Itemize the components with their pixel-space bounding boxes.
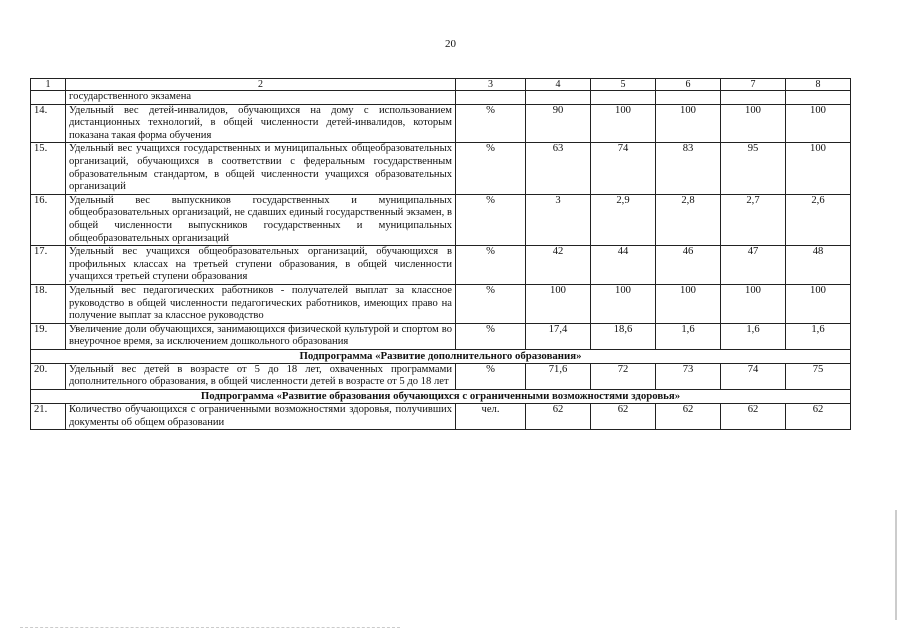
value-cell: 95 xyxy=(721,143,786,194)
value-cell: 74 xyxy=(721,363,786,389)
row-number: 19. xyxy=(31,323,66,349)
header-cell: 4 xyxy=(526,79,591,91)
indicator-description: Увеличение доли обучающихся, занимающихся физической культурой и спортом во внеурочное время, за исключением дошкольного образования xyxy=(66,323,456,349)
row-number: 14. xyxy=(31,104,66,143)
continuation-text: государственного экзамена xyxy=(66,91,456,105)
indicator-description: Количество обучающихся с ограниченными возможностями здоровья, получивших документы об общем образовании xyxy=(66,404,456,430)
value-cell: 2,8 xyxy=(656,194,721,245)
table-row xyxy=(31,194,851,245)
row-number: 20. xyxy=(31,363,66,389)
row-number: 15. xyxy=(31,143,66,194)
unit-cell: % xyxy=(456,323,526,349)
value-cell: 46 xyxy=(656,246,721,285)
indicator-description: Удельный вес педагогических работников - получателей выплат за классное руководство в общей численности педагогических работников, имеющих право на получение выплат за классное руководство xyxy=(66,284,456,323)
value-cell: 73 xyxy=(656,363,721,389)
value-cell: 83 xyxy=(656,143,721,194)
value-cell: 62 xyxy=(656,404,721,430)
value-cell: 18,6 xyxy=(591,323,656,349)
unit-cell: чел. xyxy=(456,404,526,430)
indicator-description: Удельный вес детей в возрасте от 5 до 18 лет, охваченных программами дополнительного образования, в общей численности детей в возрасте от 5 до 18 лет xyxy=(66,363,456,389)
value-cell: 48 xyxy=(786,246,851,285)
value-cell: 100 xyxy=(786,284,851,323)
scan-bottom-artifact xyxy=(20,627,400,629)
row-number: 16. xyxy=(31,194,66,245)
value-cell: 90 xyxy=(526,104,591,143)
header-cell: 7 xyxy=(721,79,786,91)
value-cell: 62 xyxy=(721,404,786,430)
value-cell: 62 xyxy=(526,404,591,430)
row-number: 17. xyxy=(31,246,66,285)
row-number: 21. xyxy=(31,404,66,430)
value-cell: 75 xyxy=(786,363,851,389)
indicator-description: Удельный вес детей-инвалидов, обучающихся на дому с использованием дистанционных технологий, в общей численности детей-инвалидов, которым показана такая форма обучения xyxy=(66,104,456,143)
value-cell: 3 xyxy=(526,194,591,245)
value-cell: 17,4 xyxy=(526,323,591,349)
page-number: 20 xyxy=(445,38,456,50)
header-cell: 5 xyxy=(591,79,656,91)
subprogram-title: Подпрограмма «Развитие дополнительного образования» xyxy=(31,349,851,363)
table-row xyxy=(31,404,851,430)
table-row xyxy=(31,143,851,194)
header-cell: 8 xyxy=(786,79,851,91)
value-cell: 2,6 xyxy=(786,194,851,245)
value-cell: 100 xyxy=(721,104,786,143)
value-cell: 100 xyxy=(656,104,721,143)
table-row xyxy=(31,284,851,323)
table-row xyxy=(31,104,851,143)
value-cell: 2,9 xyxy=(591,194,656,245)
value-cell: 62 xyxy=(786,404,851,430)
unit-cell: % xyxy=(456,143,526,194)
value-cell: 100 xyxy=(526,284,591,323)
value-cell: 42 xyxy=(526,246,591,285)
unit-cell: % xyxy=(456,194,526,245)
header-cell: 3 xyxy=(456,79,526,91)
scan-edge-artifact xyxy=(895,510,897,620)
indicator-description: Удельный вес учащихся общеобразовательных организаций, обучающихся в профильных классах на третьей ступени образования, в общей численности учащихся третьей ступени образования xyxy=(66,246,456,285)
header-cell: 6 xyxy=(656,79,721,91)
unit-cell: % xyxy=(456,104,526,143)
value-cell: 100 xyxy=(656,284,721,323)
value-cell: 1,6 xyxy=(656,323,721,349)
header-cell: 2 xyxy=(66,79,456,91)
value-cell: 100 xyxy=(591,104,656,143)
value-cell: 71,6 xyxy=(526,363,591,389)
subprogram-heading-row xyxy=(31,390,851,404)
value-cell: 100 xyxy=(786,143,851,194)
value-cell: 62 xyxy=(591,404,656,430)
table-row xyxy=(31,323,851,349)
column-number-header xyxy=(31,79,851,91)
value-cell: 72 xyxy=(591,363,656,389)
unit-cell: % xyxy=(456,363,526,389)
value-cell: 74 xyxy=(591,143,656,194)
header-cell: 1 xyxy=(31,79,66,91)
continuation-row xyxy=(31,91,851,105)
table-row xyxy=(31,363,851,389)
subprogram-title: Подпрограмма «Развитие образования обучающихся с ограниченными возможностями здоровья» xyxy=(31,390,851,404)
subprogram-heading-row xyxy=(31,349,851,363)
value-cell: 100 xyxy=(721,284,786,323)
value-cell: 63 xyxy=(526,143,591,194)
value-cell: 47 xyxy=(721,246,786,285)
table-row xyxy=(31,246,851,285)
unit-cell: % xyxy=(456,284,526,323)
indicators-table xyxy=(30,78,851,430)
value-cell: 100 xyxy=(786,104,851,143)
row-number: 18. xyxy=(31,284,66,323)
value-cell: 1,6 xyxy=(721,323,786,349)
value-cell: 2,7 xyxy=(721,194,786,245)
indicator-description: Удельный вес выпускников государственных и муниципальных общеобразовательных организаций, не сдавших единый государственный экзамен, в общей численности выпускников государственных и муниципальных общеобразовательных организаций xyxy=(66,194,456,245)
value-cell: 100 xyxy=(591,284,656,323)
indicator-description: Удельный вес учащихся государственных и муниципальных общеобразовательных организаций, обучающихся в соответствии с федеральным государственным образовательным стандартом, в общей численности учащихся образовательных организаций xyxy=(66,143,456,194)
value-cell: 44 xyxy=(591,246,656,285)
unit-cell: % xyxy=(456,246,526,285)
value-cell: 1,6 xyxy=(786,323,851,349)
